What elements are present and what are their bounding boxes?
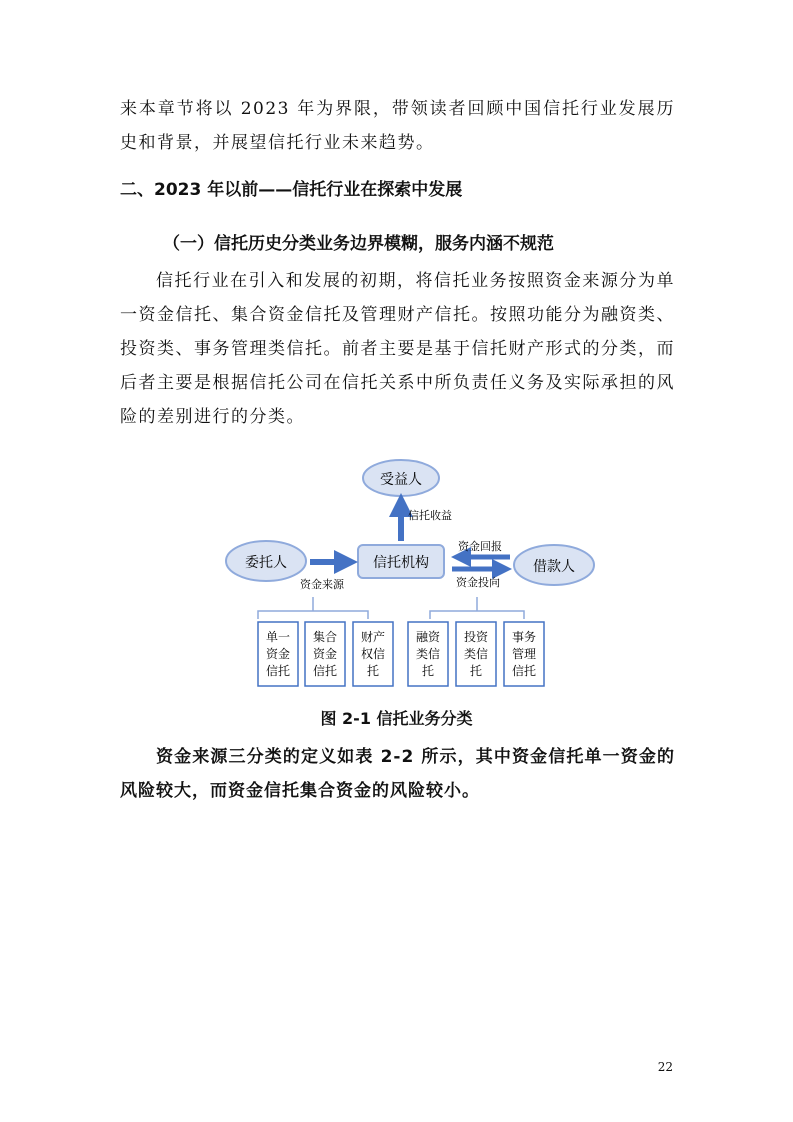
box-fund-source-3-line-2: 权信 bbox=[360, 647, 386, 661]
section-heading: 二、2023 年以前——信托行业在探索中发展 bbox=[120, 180, 463, 200]
box-function-3-line-1: 事务 bbox=[511, 630, 537, 644]
box-function-1 bbox=[408, 622, 448, 686]
box-function-2-line-3: 托 bbox=[469, 664, 483, 678]
label-fund-source: 资金来源 bbox=[300, 578, 344, 591]
label-fund-investment: 资金投向 bbox=[456, 576, 500, 589]
box-fund-source-2 bbox=[305, 622, 345, 686]
label-trust-income: 信托收益 bbox=[408, 509, 452, 522]
node-beneficiary-label: 受益人 bbox=[380, 472, 422, 488]
node-trust-institution-label: 信托机构 bbox=[373, 555, 429, 571]
intro-paragraph: 来本章节将以 2023 年为界限，带领读者回顾中国信托行业发展历史和背景，并展望信托行业未来趋势。 bbox=[120, 99, 675, 153]
node-settlor bbox=[226, 541, 306, 581]
box-fund-source-1 bbox=[258, 622, 298, 686]
box-function-1-line-3: 托 bbox=[421, 664, 435, 678]
label-fund-return: 资金回报 bbox=[458, 540, 502, 553]
box-function-2-line-1: 投资 bbox=[463, 630, 489, 644]
box-function-2 bbox=[456, 622, 496, 686]
node-borrower bbox=[514, 545, 594, 585]
box-function-1-line-1: 融资 bbox=[415, 630, 441, 644]
box-function-3-line-3: 信托 bbox=[511, 664, 537, 678]
box-function-3 bbox=[504, 622, 544, 686]
after-figure-paragraph: 资金来源三分类的定义如表 2-2 所示，其中资金信托单一资金的风险较大，而资金信托集合资金的风险较小。 bbox=[120, 747, 675, 801]
box-function-2-line-2: 类信 bbox=[463, 647, 489, 661]
box-fund-source-2-line-2: 资金 bbox=[312, 647, 338, 661]
box-fund-source-3 bbox=[353, 622, 393, 686]
box-fund-source-2-line-1: 集合 bbox=[312, 630, 338, 644]
page-number: 22 bbox=[657, 1060, 673, 1074]
box-fund-source-3-line-1: 财产 bbox=[360, 630, 386, 644]
trust-classification-diagram bbox=[218, 457, 598, 692]
node-borrower-label: 借款人 bbox=[533, 559, 575, 575]
box-fund-source-2-line-3: 信托 bbox=[312, 664, 338, 678]
node-trust-institution bbox=[358, 545, 444, 578]
box-fund-source-3-line-3: 托 bbox=[366, 664, 380, 678]
body-paragraph: 信托行业在引入和发展的初期，将信托业务按照资金来源分为单一资金信托、集合资金信托及管理财产信托。按照功能分为融资类、投资类、事务管理类信托。前者主要是基于信托财产形式的分类，而后者主要是根据信托公司在信托关系中所负责任义务及实际承担的风险的差别进行的分类。 bbox=[120, 271, 675, 427]
figure-caption: 图 2-1 信托业务分类 bbox=[320, 709, 473, 728]
node-settlor-label: 委托人 bbox=[245, 555, 287, 571]
bracket-left bbox=[258, 597, 368, 619]
box-function-1-line-2: 类信 bbox=[415, 647, 441, 661]
box-function-3-line-2: 管理 bbox=[511, 647, 537, 661]
box-fund-source-1-line-2: 资金 bbox=[265, 647, 291, 661]
bracket-right bbox=[430, 597, 524, 619]
subsection-heading: （一）信托历史分类业务边界模糊，服务内涵不规范 bbox=[163, 234, 554, 254]
box-fund-source-1-line-3: 信托 bbox=[265, 664, 291, 678]
box-fund-source-1-line-1: 单一 bbox=[265, 630, 291, 644]
node-beneficiary bbox=[363, 460, 439, 496]
